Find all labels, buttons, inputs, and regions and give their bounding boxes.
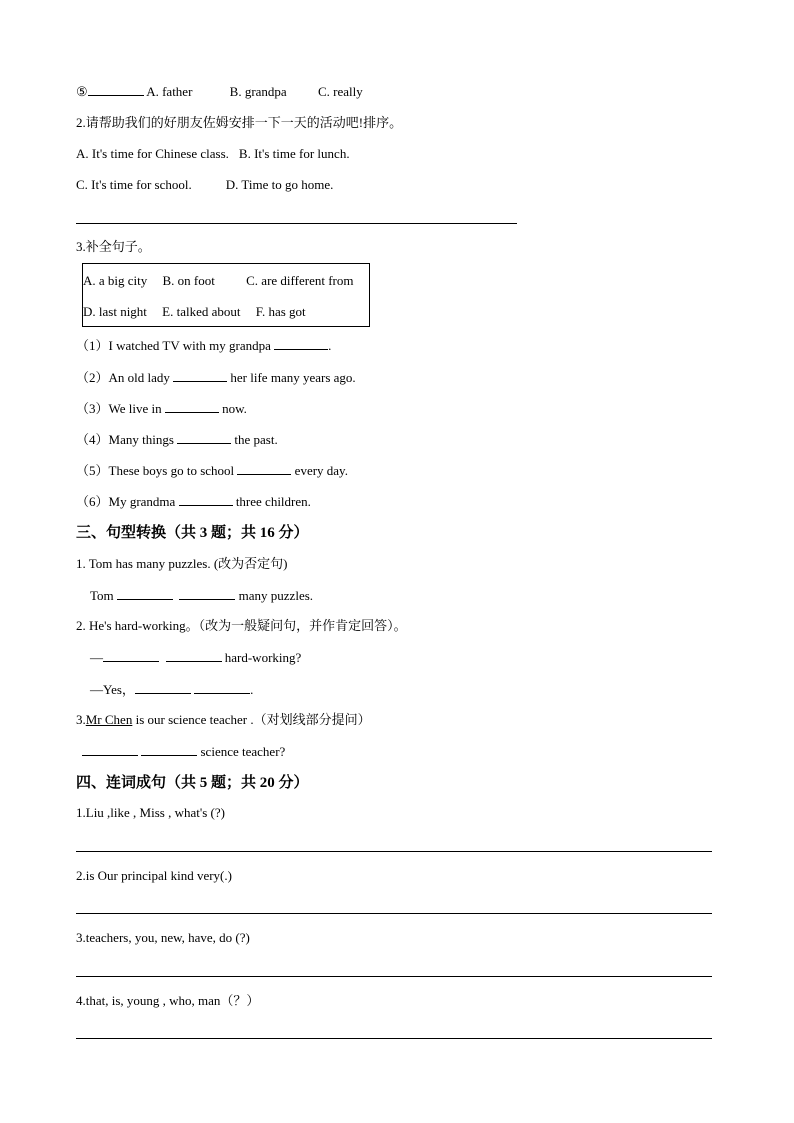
s4-q1-text: 1.Liu ,like , Miss , what's (?) (76, 805, 225, 820)
s4-q1-answer-line[interactable] (76, 851, 712, 852)
s3-q2-text: 2. He's hard-working。（改为一般疑问句，并作肯定回答）。 (76, 618, 407, 633)
q2-option-b: B. It's time for lunch. (238, 146, 350, 161)
s4-q3-answer-line[interactable] (76, 976, 712, 977)
s3-q2-blank-2[interactable] (166, 649, 222, 662)
s3-q2-yes: —Yes， (90, 682, 135, 697)
sentence-4 (76, 431, 278, 448)
sentence-4-end: the past. (234, 432, 278, 447)
sentence-6-end: three children. (235, 494, 311, 509)
q2-option-a: A. It's time for Chinese class. (76, 146, 229, 161)
word-bank-a: A. a big city (83, 273, 148, 288)
s3-q3-blank-2[interactable] (141, 743, 197, 756)
item5-blank[interactable] (88, 83, 144, 96)
s3-q3-rest: is our science teacher .（对划线部分提问） (132, 712, 371, 727)
s4-q2-answer-line[interactable] (76, 913, 712, 914)
s3-q3-text (76, 712, 371, 728)
sentence-2-blank[interactable] (173, 369, 227, 382)
s3-q1-text: 1. Tom has many puzzles. (改为否定句) (76, 556, 288, 571)
s3-q1-answer-end: many puzzles. (238, 588, 314, 603)
sentence-3-blank[interactable] (165, 400, 219, 413)
sentence-4-text: Many things (108, 432, 174, 447)
q3-title: 3.补全句子。 (76, 239, 151, 254)
item5-option-a: A. father (146, 84, 193, 99)
s4-q2-text: 2.is Our principal kind very(.) (76, 868, 232, 883)
sentence-5-blank[interactable] (237, 462, 291, 475)
word-bank-d: D. last night (83, 304, 147, 319)
s3-q1-blank-1[interactable] (117, 587, 173, 600)
sentence-1-end: . (328, 338, 332, 353)
word-bank-row1 (83, 273, 353, 289)
word-bank-c: C. are different from (246, 273, 354, 288)
sentence-2 (76, 369, 356, 386)
q2-option-d: D. Time to go home. (225, 177, 334, 192)
sentence-1-text: I watched TV with my grandpa (108, 338, 271, 353)
q2-options-row1 (76, 146, 350, 162)
s4-q4-answer-line[interactable] (76, 1038, 712, 1039)
q2-options-row2 (76, 177, 333, 193)
s3-q3-answer (82, 743, 285, 760)
s3-q3-blank-1[interactable] (82, 743, 138, 756)
s3-q2-answer-1 (90, 649, 301, 666)
sentence-4-number: （4） (76, 432, 109, 447)
sentence-2-end: her life many years ago. (230, 370, 356, 385)
q2-option-c: C. It's time for school. (76, 177, 192, 192)
s3-q2-answer-2-end: . (250, 682, 254, 697)
s3-q2-answer-2 (90, 681, 253, 698)
s3-q3-number: 3. (76, 712, 86, 727)
section-4-heading: 四、连词成句（共 5 题；共 20 分） (76, 775, 309, 791)
sentence-6-text: My grandma (108, 494, 176, 509)
sentence-6 (76, 493, 311, 510)
sentence-3 (76, 400, 247, 417)
s3-q1-blank-2[interactable] (179, 587, 235, 600)
s3-q2-answer-1-end: hard-working? (224, 650, 302, 665)
item5-option-b: B. grandpa (229, 84, 287, 99)
word-bank-f: F. has got (255, 304, 306, 319)
word-bank-e: E. talked about (162, 304, 241, 319)
s3-q3-answer-end: science teacher? (200, 744, 286, 759)
s4-q3-text: 3.teachers, you, new, have, do (?) (76, 930, 250, 945)
sentence-2-text: An old lady (108, 370, 170, 385)
s3-q2-blank-1[interactable] (103, 649, 159, 662)
word-bank-b: B. on foot (162, 273, 215, 288)
q2-answer-line[interactable] (76, 223, 517, 224)
sentence-5-end: every day. (294, 463, 348, 478)
sentence-6-blank[interactable] (179, 493, 233, 506)
section-3-heading: 三、句型转换（共 3 题；共 16 分） (76, 525, 309, 541)
sentence-5-number: （5） (76, 463, 109, 478)
sentence-1-blank[interactable] (274, 337, 328, 350)
sentence-3-end: now. (222, 401, 247, 416)
sentence-3-text: We live in (108, 401, 162, 416)
s4-q4-text: 4.that, is, young , who, man（？） (76, 993, 260, 1008)
sentence-4-blank[interactable] (177, 431, 231, 444)
sentence-1 (76, 337, 331, 354)
sentence-5 (76, 462, 348, 479)
item5-option-c: C. really (317, 84, 363, 99)
s3-q1-answer-start: Tom (90, 588, 114, 603)
sentence-2-number: （2） (76, 370, 109, 385)
sentence-1-number: （1） (76, 338, 109, 353)
sentence-3-number: （3） (76, 401, 109, 416)
item5-number: ⑤ (76, 84, 88, 99)
s3-q2-blank-4[interactable] (194, 681, 250, 694)
sentence-5-text: These boys go to school (108, 463, 235, 478)
s3-q2-dash: — (90, 650, 103, 665)
item5-line (76, 83, 363, 100)
s3-q3-underlined-phrase: Mr Chen (85, 712, 133, 727)
q2-title: 2.请帮助我们的好朋友佐姆安排一下一天的活动吧!排序。 (76, 115, 403, 130)
sentence-6-number: （6） (76, 494, 109, 509)
s3-q2-blank-3[interactable] (135, 681, 191, 694)
word-bank-row2 (83, 304, 306, 320)
s3-q1-answer (90, 587, 313, 604)
